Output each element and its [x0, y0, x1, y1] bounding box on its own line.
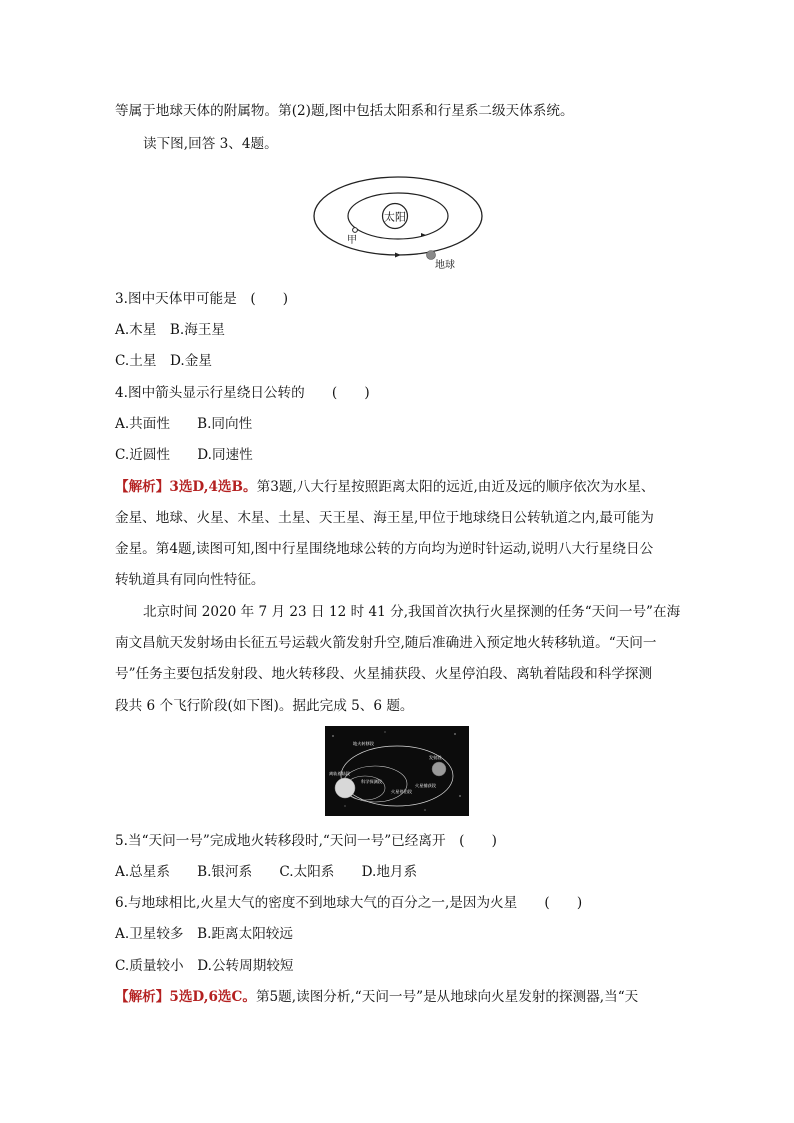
svg-text:火星停泊段: 火星停泊段	[391, 789, 412, 794]
q4-options-ab: A.共面性 B.同向性	[115, 416, 253, 432]
analysis-tag: 【解析】3选D,4选B。	[115, 479, 257, 495]
outer-arrow	[395, 253, 401, 258]
analysis-5-6-line-1	[115, 988, 638, 1006]
q5-options: A.总星系 B.银河系 C.太阳系 D.地月系	[115, 864, 418, 880]
mars-sphere	[335, 778, 355, 798]
passage-line-2: 南文昌航天发射场由长征五号运载火箭发射升空,随后准确进入预定地火转移轨道。“天问一	[115, 635, 657, 651]
solar-orbit-diagram	[313, 176, 483, 276]
question-3: 3.图中天体甲可能是 ( )	[115, 291, 289, 307]
analysis-3-4-line-1	[115, 478, 655, 496]
q3-options-ab: A.木星 B.海王星	[115, 322, 226, 338]
analysis-3-4-line-3: 金星。第4题,读图可知,图中行星围绕地球公转的方向均为逆时针运动,说明八大行星绕日公	[115, 541, 654, 557]
analysis-text: 第3题,八大行星按照距离太阳的远近,由近及远的顺序依次为水星、	[256, 479, 655, 495]
svg-text:发射段: 发射段	[429, 755, 442, 760]
svg-text:地火转移段: 地火转移段	[353, 741, 374, 746]
passage-line-1: 北京时间 2020 年 7 月 23 日 12 时 41 分,我国首次执行火星探测的任务“天问一号”在海	[143, 604, 681, 620]
mission-orbit-svg	[325, 726, 469, 816]
tianwen-mission-figure	[325, 726, 469, 816]
q4-options-cd: C.近圆性 D.同速性	[115, 447, 253, 463]
passage-line-3: 号”任务主要包括发射段、地火转移段、火星捕获段、火星停泊段、离轨着陆段和科学探测	[115, 666, 653, 682]
analysis-text: 第5题,读图分析,“天问一号”是从地球向火星发射的探测器,当“天	[255, 989, 639, 1005]
earth-dot	[427, 251, 436, 260]
earth-sphere	[432, 762, 446, 776]
text-line: 等属于地球天体的附属物。第(2)题,图中包括太阳系和行星系二级天体系统。	[115, 103, 574, 119]
question-5: 5.当“天问一号”完成地火转移段时,“天问一号”已经离开 ( )	[115, 833, 497, 849]
svg-text:科学探测段: 科学探测段	[361, 779, 382, 784]
analysis-tag: 【解析】5选D,6选C。	[115, 989, 256, 1005]
sun-label: 太阳	[384, 210, 406, 224]
analysis-3-4-line-2: 金星、地球、火星、木星、土星、天王星、海王星,甲位于地球绕日公转轨道之内,最可能为	[115, 510, 654, 526]
q6-options-ab: A.卫星较多 B.距离太阳较远	[115, 926, 293, 942]
q3-options-cd: C.土星 D.金星	[115, 353, 212, 369]
planet-jia	[353, 228, 358, 233]
analysis-3-4-line-4: 转轨道具有同向性特征。	[115, 572, 265, 588]
svg-text:火星捕获段: 火星捕获段	[415, 783, 436, 788]
question-6: 6.与地球相比,火星大气的密度不到地球大气的百分之一,是因为火星 ( )	[115, 895, 583, 911]
svg-text:离轨着陆段: 离轨着陆段	[329, 771, 350, 776]
earth-label: 地球	[435, 260, 455, 271]
jia-label: 甲	[347, 235, 357, 246]
question-4: 4.图中箭头显示行星绕日公转的 ( )	[115, 385, 370, 401]
q6-options-cd: C.质量较小 D.公转周期较短	[115, 958, 294, 974]
instruction-line: 读下图,回答 3、4题。	[143, 136, 278, 152]
passage-line-4: 段共 6 个飞行阶段(如下图)。据此完成 5、6 题。	[115, 698, 414, 714]
